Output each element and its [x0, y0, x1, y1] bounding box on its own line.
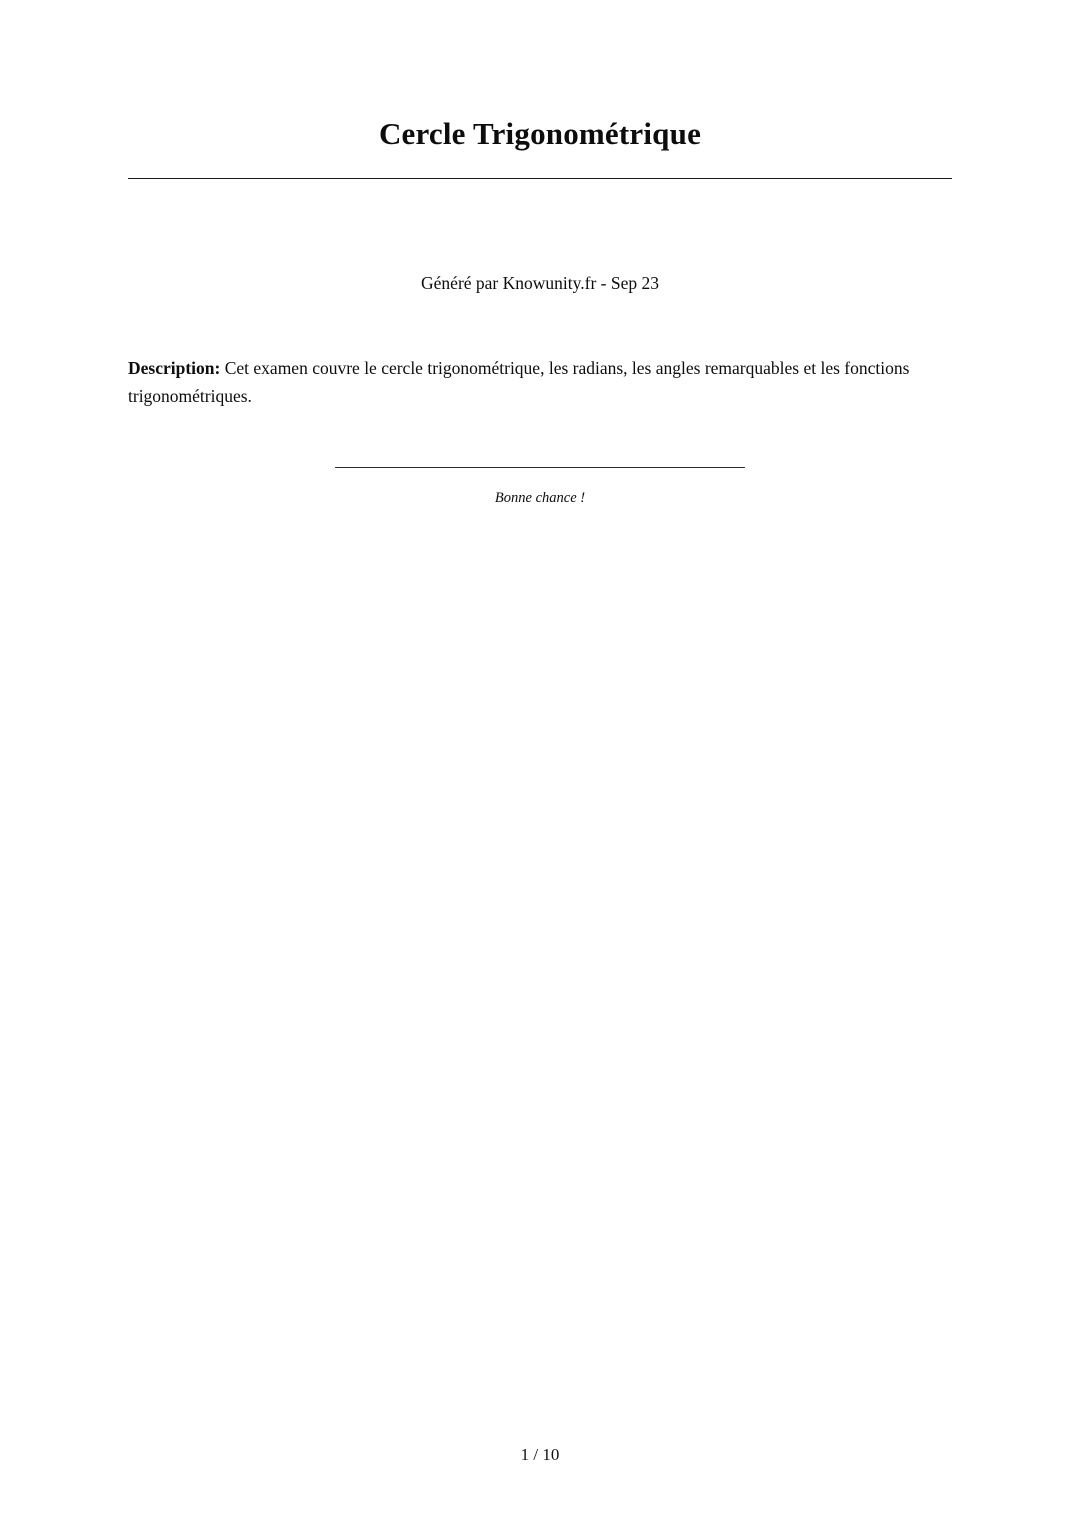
section-divider — [335, 467, 745, 468]
page-title: Cercle Trigonométrique — [378, 116, 702, 151]
page-number: 1 / 10 — [520, 1445, 560, 1464]
generated-by-line: Généré par Knowunity.fr - Sep 23 — [421, 273, 659, 294]
description-paragraph — [128, 354, 952, 411]
description-label: Description: — [128, 357, 221, 378]
title-divider — [128, 178, 952, 179]
good-luck-note: Bonne chance ! — [494, 490, 586, 507]
section-divider-wrap — [128, 467, 952, 468]
description-text: Cet examen couvre le cercle trigonométrique, les radians, les angles remarquables et les fonctions trigonométriques. — [128, 357, 910, 407]
page-content — [128, 0, 952, 522]
